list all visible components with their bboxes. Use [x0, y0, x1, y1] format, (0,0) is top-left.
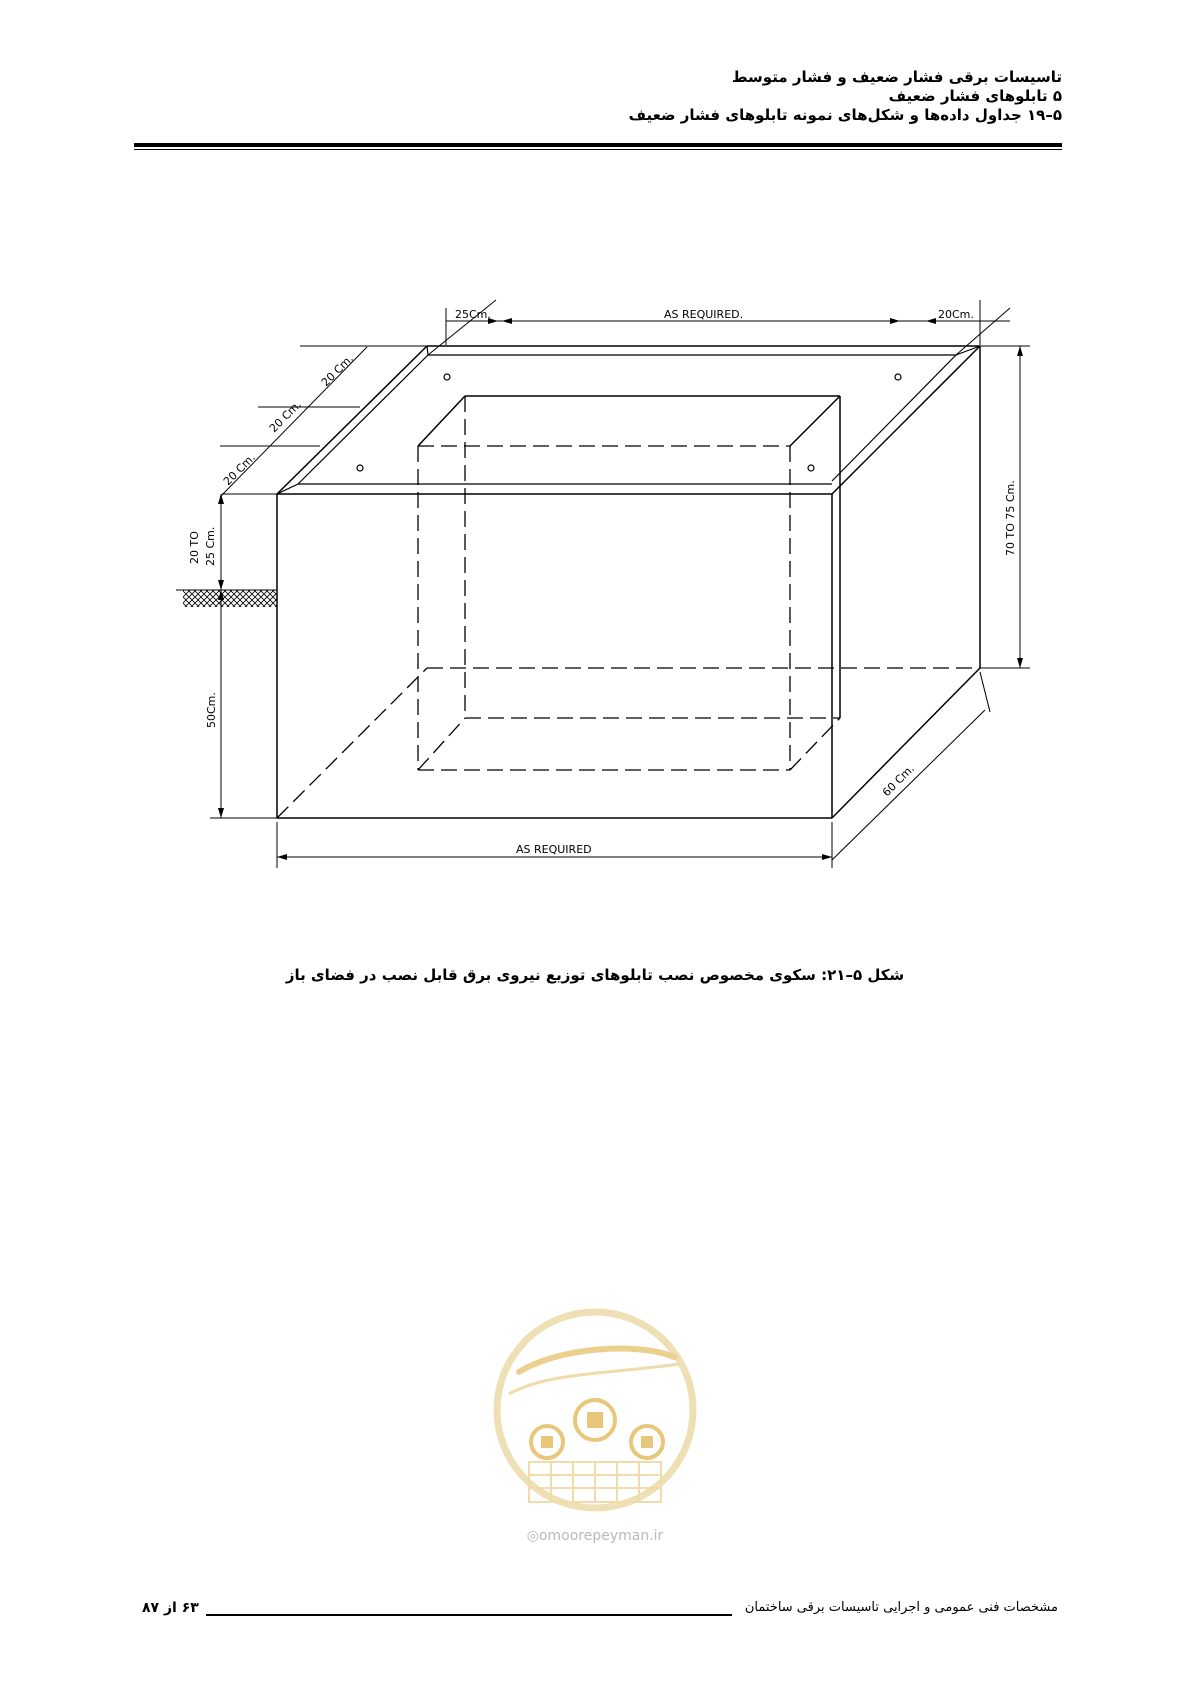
dim-above-ground-1: 20 TO	[188, 531, 201, 564]
watermark-url: ◎omoorepeyman.ir	[526, 1528, 664, 1544]
header-line-1: تاسیسات برقی فشار ضعیف و فشار متوسط	[731, 68, 1062, 86]
dim-top-right: 20Cm.	[938, 308, 974, 321]
at-icon: ◎	[526, 1528, 539, 1544]
header-line-3: ۵–۱۹ جداول داده‌ها و شکل‌های نمونه تابلوهای فشار ضعیف	[628, 106, 1062, 124]
header-line-2: ۵ تابلوهای فشار ضعیف	[888, 87, 1062, 105]
dim-side-b: 20 Cm.	[266, 398, 304, 436]
dim-top-left: 25Cm.	[455, 308, 491, 321]
bolt-holes	[357, 374, 901, 471]
dim-bottom: AS REQUIRED	[516, 843, 592, 856]
dim-top-middle: AS REQUIRED.	[664, 308, 744, 321]
dim-below-ground: 50Cm.	[205, 692, 218, 728]
platform-hidden-lines	[277, 396, 980, 818]
dimension-lines	[210, 300, 1030, 868]
footer-title: مشخصات فنی عمومی و اجرایی تاسیسات برقی ساختمان	[744, 1600, 1058, 1615]
ground-hatch	[183, 590, 277, 607]
platform-opening	[418, 396, 840, 718]
dim-side-a: 20 Cm.	[318, 352, 356, 390]
page-number: ۶۳ از ۸۷	[142, 1600, 199, 1616]
dim-above-ground-2: 25 Cm.	[204, 526, 217, 566]
watermark-logo	[489, 1302, 701, 1552]
logo-emblem	[489, 1302, 701, 1524]
dim-right-height: 70 TO 75 Cm.	[1004, 480, 1017, 556]
platform-top-bevel	[277, 346, 980, 494]
dim-depth: 60 Cm.	[879, 762, 917, 800]
footer-rule	[206, 1614, 732, 1616]
figure-caption: شکل ۵–۲۱: سکوی مخصوص نصب تابلوهای توزیع نیروی برق قابل نصب در فضای باز	[285, 966, 905, 984]
dim-side-c: 20 Cm.	[220, 451, 258, 489]
platform-outline	[277, 346, 980, 818]
